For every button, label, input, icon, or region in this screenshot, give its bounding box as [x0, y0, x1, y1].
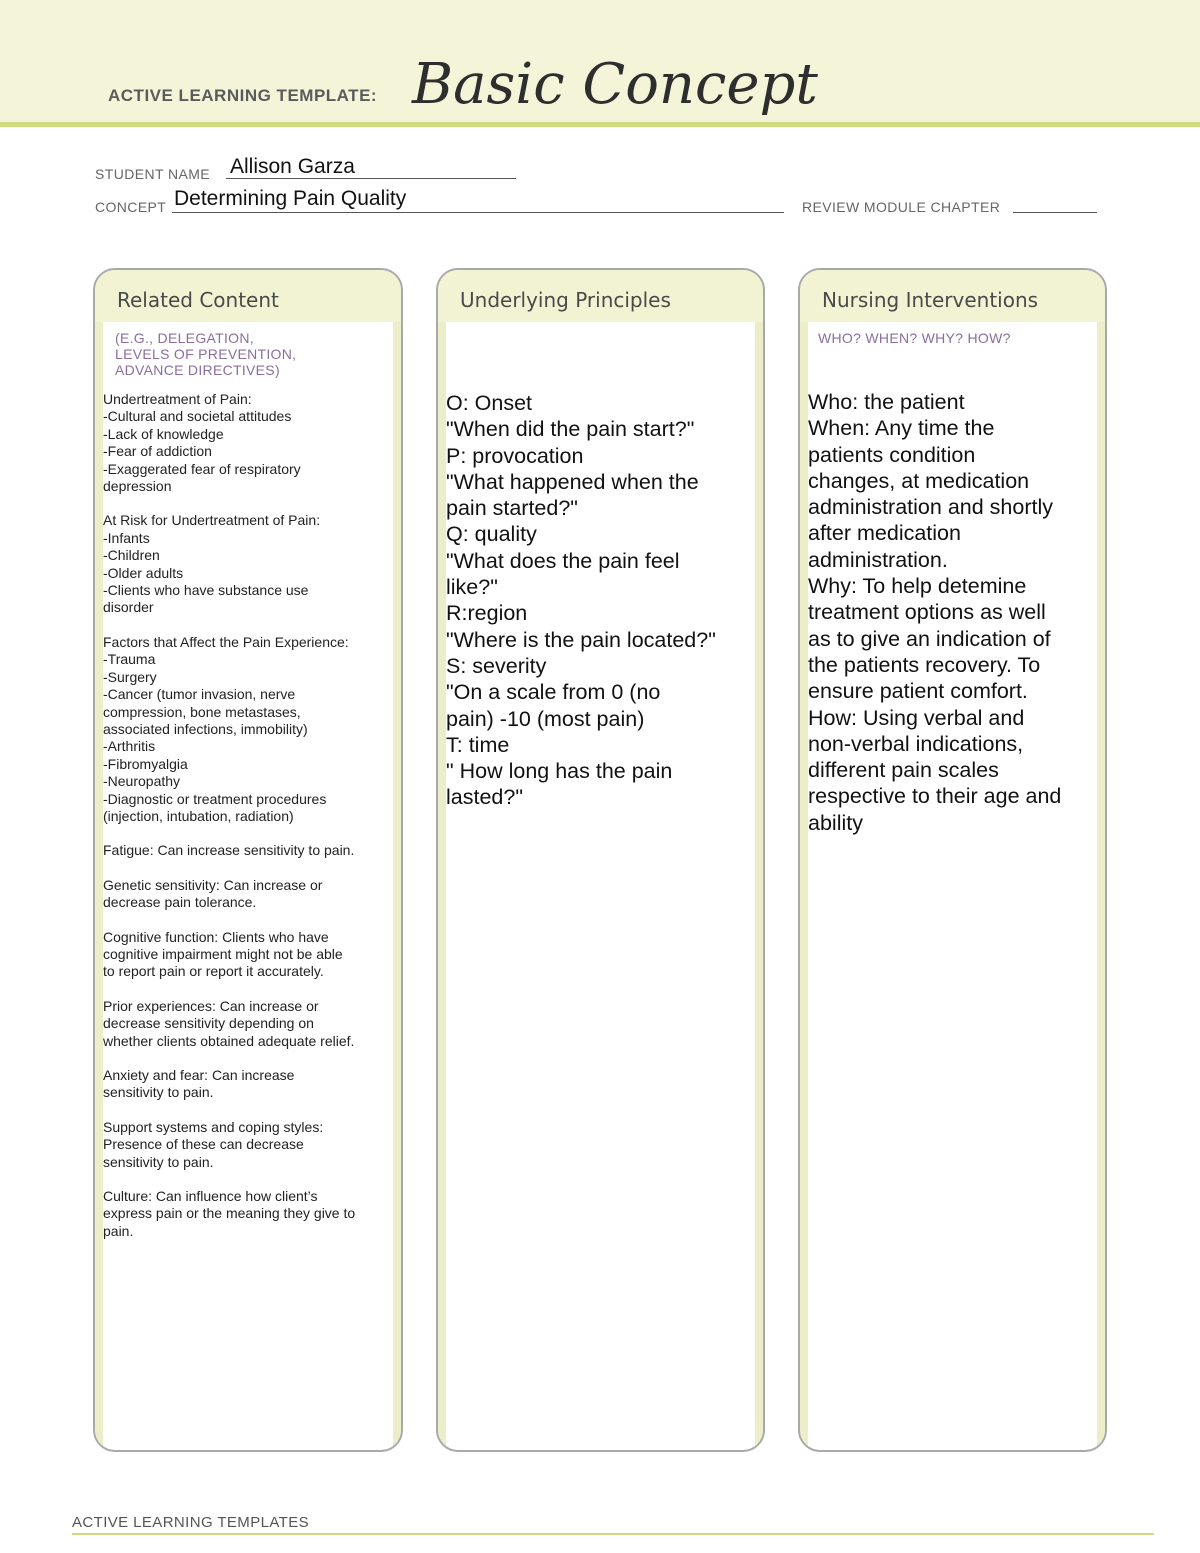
related-line: -Arthritis	[103, 738, 156, 755]
principles-line: T: time	[446, 732, 510, 757]
underlying-principles-text[interactable]	[446, 390, 716, 811]
principles-line: pain started?"	[446, 496, 578, 521]
principles-line: " How long has the pain	[446, 759, 673, 784]
template-label: ACTIVE LEARNING TEMPLATE:	[108, 86, 378, 105]
interventions-line: When: Any time the	[808, 416, 995, 441]
related-paragraph	[103, 1067, 393, 1102]
related-line: Genetic sensitivity: Can increase or	[103, 876, 323, 893]
principles-line: lasted?"	[446, 785, 523, 810]
related-content-text[interactable]	[103, 391, 393, 1257]
interventions-line: patients condition	[808, 442, 976, 467]
principles-line: "What happened when the	[446, 469, 699, 494]
related-line: At Risk for Undertreatment of Pain:	[103, 512, 321, 529]
interventions-line: after medication	[808, 521, 961, 546]
related-line: Factors that Affect the Pain Experience:	[103, 633, 349, 650]
principles-line: "On a scale from 0 (no	[446, 680, 661, 705]
related-line: -Lack of knowledge	[103, 425, 224, 442]
related-paragraph	[103, 1188, 393, 1240]
related-line: pain.	[103, 1222, 134, 1239]
underlying-principles-panel	[436, 268, 765, 1452]
subtitle-line: LEVELS OF PREVENTION,	[115, 346, 297, 362]
related-line: express pain or the meaning they give to	[103, 1205, 356, 1222]
nursing-interventions-subtitle: WHO? WHEN? WHY? HOW?	[818, 330, 1011, 346]
review-module-label: REVIEW MODULE CHAPTER	[802, 199, 1001, 215]
related-paragraph	[103, 634, 393, 825]
interventions-line: How: Using verbal and	[808, 705, 1025, 730]
related-line: -Surgery	[103, 668, 157, 685]
review-module-line[interactable]	[1013, 212, 1097, 213]
related-content-panel	[93, 268, 403, 1452]
related-line: sensitivity to pain.	[103, 1153, 214, 1170]
related-line: Support systems and coping styles:	[103, 1118, 324, 1135]
footer-label: ACTIVE LEARNING TEMPLATES	[72, 1514, 309, 1531]
related-line: -Exaggerated fear of respiratory	[103, 460, 301, 477]
related-line: -Fear of addiction	[103, 443, 212, 460]
related-line: decrease sensitivity depending on	[103, 1015, 314, 1032]
interventions-line: administration.	[808, 547, 948, 572]
principles-line: "Where is the pain located?"	[446, 627, 716, 652]
student-name-value[interactable]: Allison Garza	[230, 155, 355, 178]
related-paragraph	[103, 998, 393, 1050]
related-content-title: Related Content	[95, 270, 401, 322]
related-line: -Clients who have substance use	[103, 582, 309, 599]
related-paragraph	[103, 929, 393, 981]
related-line: -Neuropathy	[103, 773, 181, 790]
related-line: -Cancer (tumor invasion, nerve	[103, 686, 296, 703]
related-paragraph	[103, 391, 393, 495]
interventions-line: Why: To help detemine	[808, 574, 1027, 599]
underlying-principles-title: Underlying Principles	[438, 270, 763, 322]
interventions-line: non-verbal indications,	[808, 731, 1024, 756]
related-line: Presence of these can decrease	[103, 1136, 304, 1153]
nursing-interventions-title: Nursing Interventions	[800, 270, 1105, 322]
related-line: Prior experiences: Can increase or	[103, 997, 319, 1014]
related-line: -Diagnostic or treatment procedures	[103, 790, 327, 807]
interventions-line: different pain scales	[808, 758, 999, 783]
interventions-line: changes, at medication	[808, 468, 1030, 493]
related-line: -Infants	[103, 529, 150, 546]
principles-line: "When did the pain start?"	[446, 417, 695, 442]
interventions-line: administration and shortly	[808, 495, 1053, 520]
interventions-line: respective to their age and	[808, 784, 1062, 809]
interventions-line: as to give an indication of	[808, 626, 1051, 651]
related-line: sensitivity to pain.	[103, 1084, 214, 1101]
interventions-line: the patients recovery. To	[808, 652, 1041, 677]
related-line: to report pain or report it accurately.	[103, 963, 324, 980]
related-paragraph	[103, 842, 393, 859]
principles-line: Q: quality	[446, 522, 537, 547]
related-line: Fatigue: Can increase sensitivity to pain.	[103, 842, 355, 859]
principles-line: pain) -10 (most pain)	[446, 706, 645, 731]
concept-line	[172, 212, 784, 213]
related-paragraph	[103, 512, 393, 616]
related-line: -Fibromyalgia	[103, 755, 188, 772]
related-line: Culture: Can influence how client’s	[103, 1188, 318, 1205]
interventions-line: Who: the patient	[808, 390, 965, 414]
related-line: Cognitive function: Clients who have	[103, 928, 329, 945]
principles-line: O: Onset	[446, 391, 533, 415]
related-paragraph	[103, 877, 393, 912]
related-line: Undertreatment of Pain:	[103, 391, 252, 407]
concept-label: CONCEPT	[95, 199, 167, 215]
related-line: whether clients obtained adequate relief.	[103, 1032, 355, 1049]
related-line: depression	[103, 478, 172, 495]
related-paragraph	[103, 1119, 393, 1171]
footer-rule	[72, 1533, 1154, 1535]
interventions-line: treatment options as well	[808, 600, 1046, 625]
related-line: cognitive impairment might not be able	[103, 945, 343, 962]
related-line: associated infections, immobility)	[103, 720, 308, 737]
interventions-line: ensure patient comfort.	[808, 679, 1028, 704]
header-rule	[0, 122, 1200, 127]
related-line: disorder	[103, 599, 154, 616]
related-line: -Cultural and societal attitudes	[103, 408, 292, 425]
subtitle-line: ADVANCE DIRECTIVES)	[115, 362, 280, 378]
student-name-label: STUDENT NAME	[95, 166, 210, 182]
related-content-subtitle	[115, 330, 296, 378]
subtitle-line: (E.G., DELEGATION,	[115, 330, 254, 346]
principles-line: "What does the pain feel	[446, 548, 680, 573]
principles-line: R:region	[446, 601, 528, 626]
related-line: compression, bone metastases,	[103, 703, 301, 720]
principles-line: S: severity	[446, 653, 547, 678]
nursing-interventions-text[interactable]	[808, 389, 1061, 836]
template-title: Basic Concept	[412, 52, 818, 117]
related-line: -Older adults	[103, 564, 184, 581]
related-line: -Children	[103, 547, 160, 564]
nursing-interventions-panel	[798, 268, 1107, 1452]
related-line: (injection, intubation, radiation)	[103, 807, 294, 824]
related-line: Anxiety and fear: Can increase	[103, 1067, 295, 1083]
related-line: decrease pain tolerance.	[103, 894, 257, 911]
interventions-line: ability	[808, 810, 863, 835]
principles-line: P: provocation	[446, 443, 584, 468]
concept-value[interactable]: Determining Pain Quality	[174, 187, 407, 210]
principles-line: like?"	[446, 575, 498, 600]
related-line: -Trauma	[103, 651, 156, 668]
